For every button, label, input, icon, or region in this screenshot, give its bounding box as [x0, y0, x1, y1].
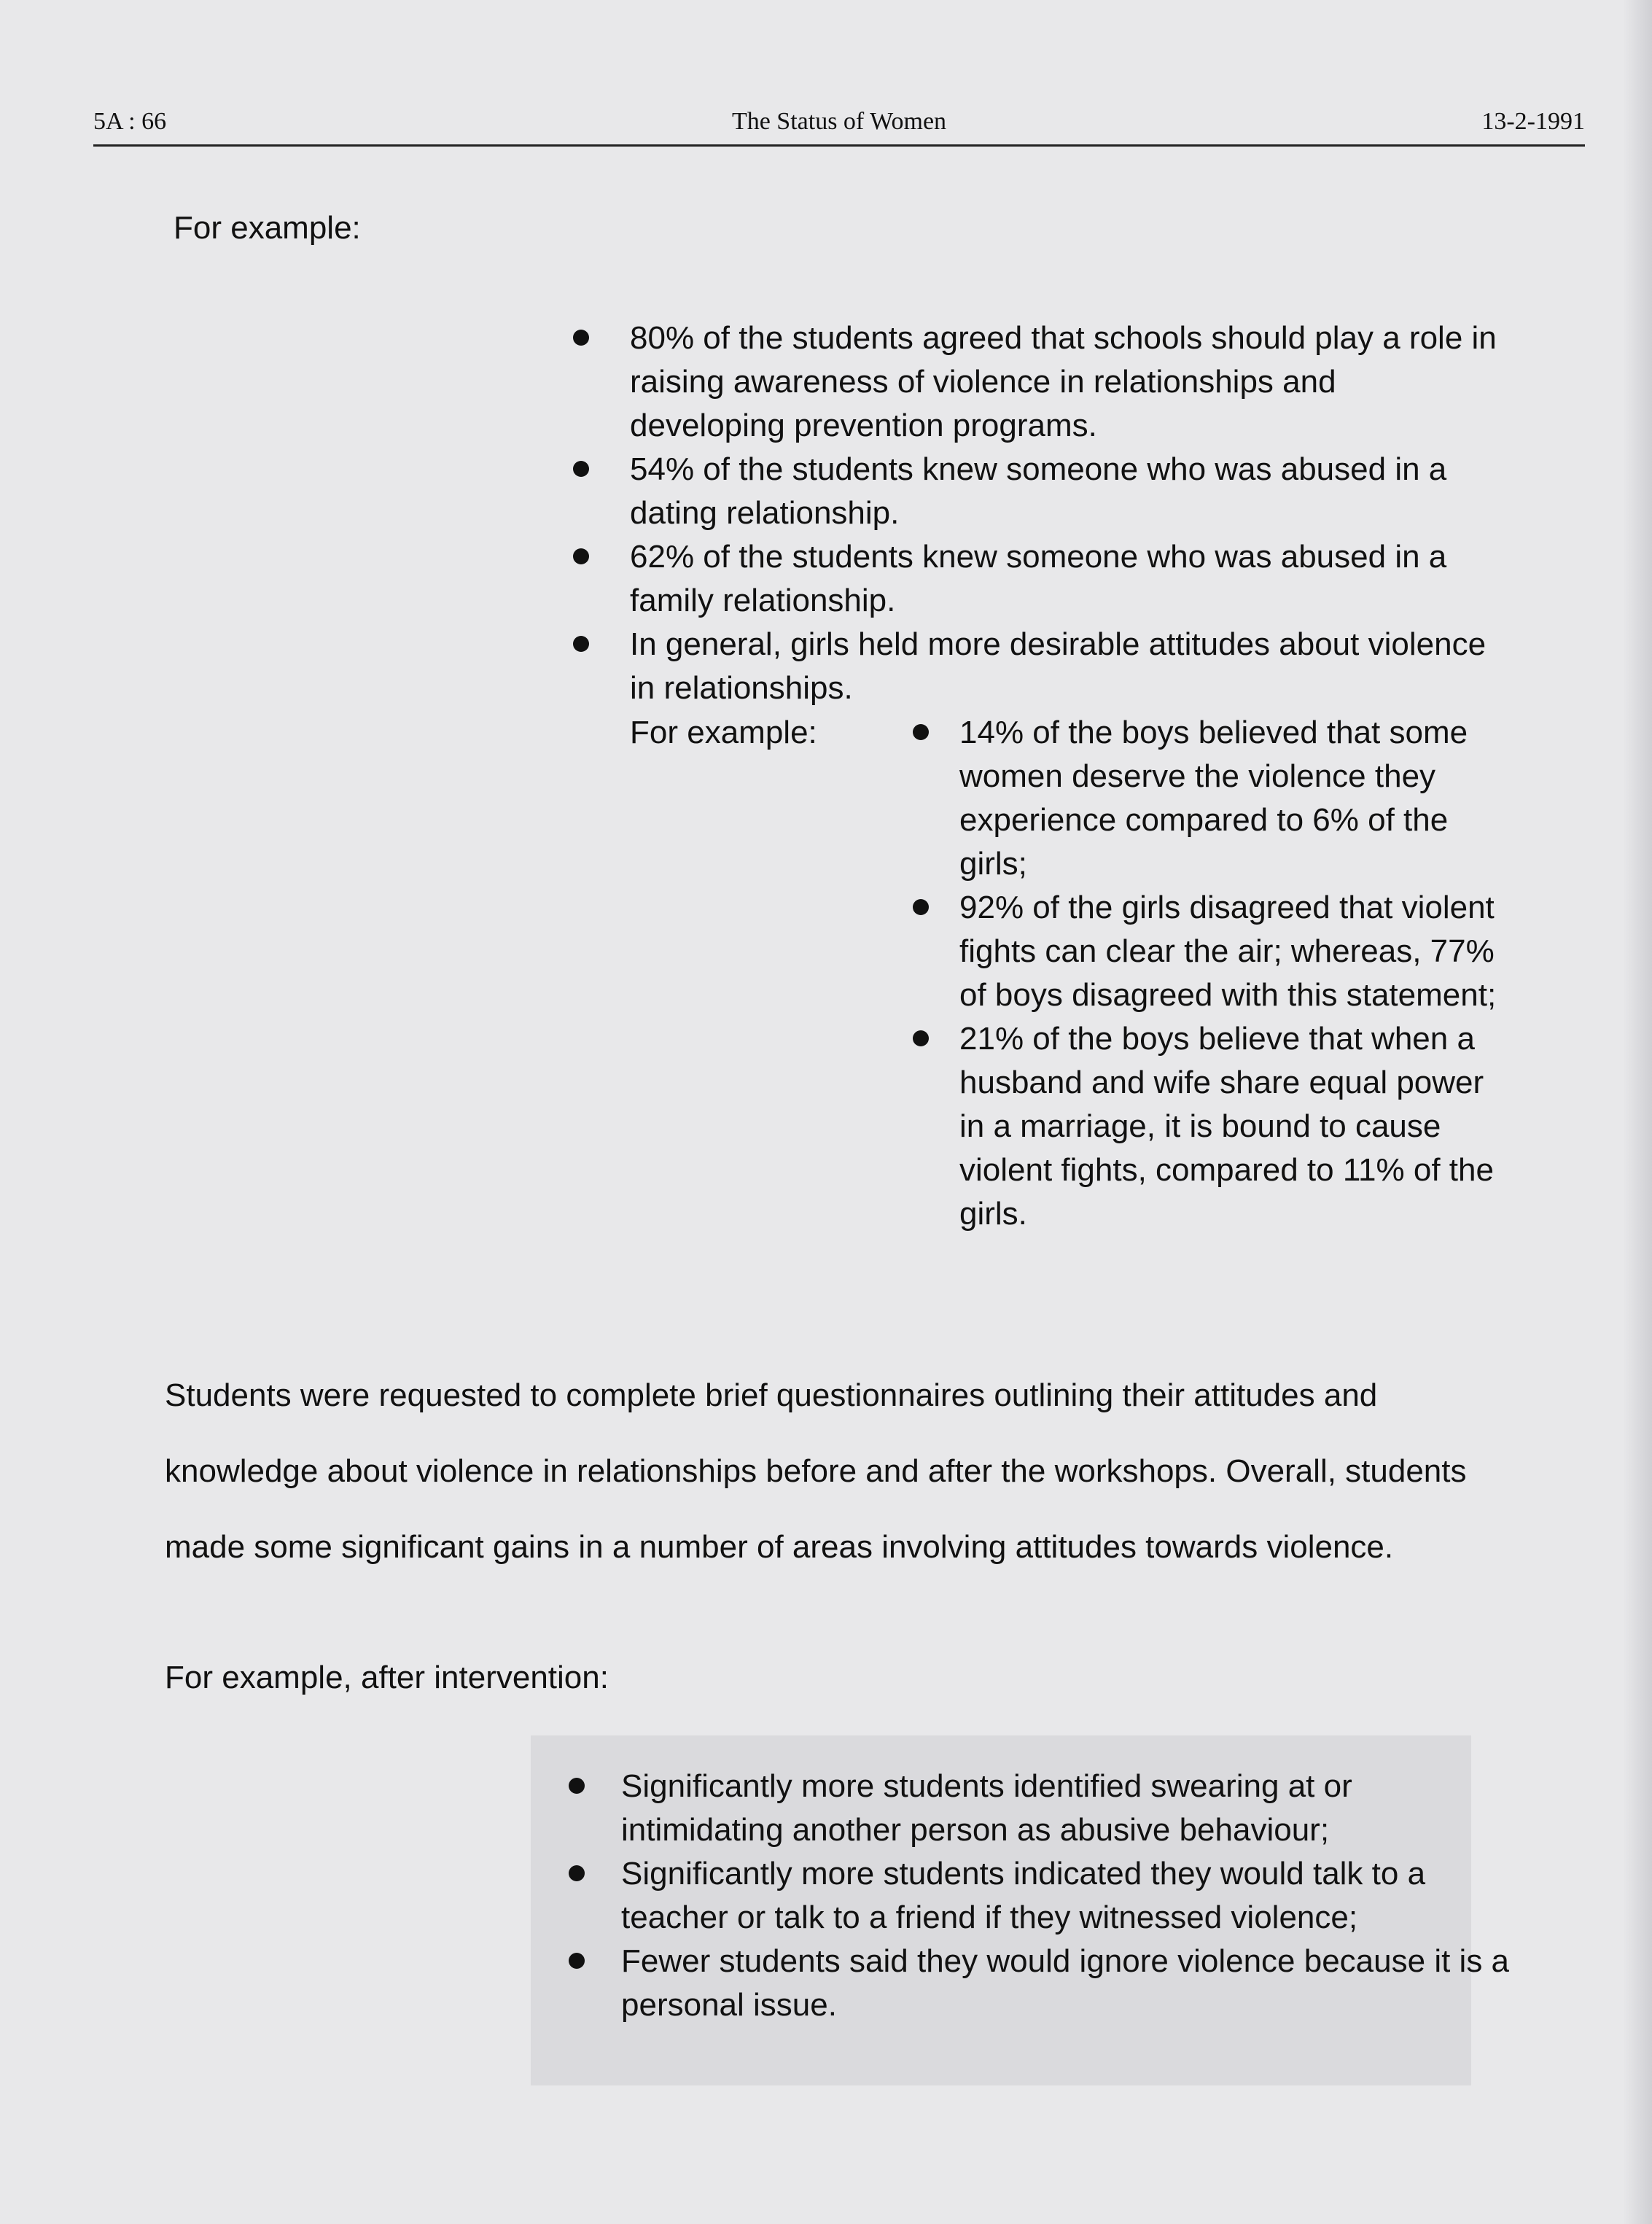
- example-label: For example:: [174, 210, 361, 246]
- list-item: 92% of the girls disagreed that violent fights can clear the air; whereas, 77% of boys disagreed with this statement;: [904, 886, 1502, 1017]
- page-edge-shadow: [1623, 0, 1652, 2224]
- list-item: In general, girls held more desirable attitudes about violence in relationships.: [573, 623, 1499, 710]
- after-intervention-label: For example, after intervention:: [165, 1660, 609, 1695]
- list-item: 62% of the students knew someone who was abused in a family relationship.: [573, 535, 1499, 623]
- list-item: Fewer students said they would ignore violence because it is a personal issue.: [569, 1940, 1516, 2027]
- sub-example-label: For example:: [630, 715, 817, 750]
- list-item: Significantly more students identified swearing at or intimidating another person as abusive behaviour;: [569, 1765, 1516, 1852]
- results-paragraph: Students were requested to complete brief questionnaires outlining their attitudes and knowledge about violence in relationships before and after the workshops. Overall, students made some significant gains in a number of areas involving attitudes towards violence.: [165, 1377, 1467, 1565]
- header-rule: [93, 144, 1585, 147]
- page-number: 5A : 66: [93, 108, 167, 135]
- statistics-list: [573, 316, 1499, 710]
- list-item: 54% of the students knew someone who was abused in a dating relationship.: [573, 448, 1499, 535]
- gender-attitudes-list: [904, 711, 1502, 1236]
- running-title: The Status of Women: [731, 108, 947, 135]
- page-header: [93, 108, 1585, 144]
- list-item: 80% of the students agreed that schools should play a role in raising awareness of violence in relationships and developing prevention programs.: [573, 316, 1499, 448]
- list-item: 21% of the boys believe that when a husband and wife share equal power in a marriage, it is bound to cause violent fights, compared to 11% of the girls.: [904, 1017, 1502, 1236]
- intervention-results-list: [569, 1765, 1516, 2027]
- header-date: 13-2-1991: [1481, 108, 1585, 135]
- list-item: Significantly more students indicated they would talk to a teacher or talk to a friend if they witnessed violence;: [569, 1852, 1516, 1940]
- list-item: 14% of the boys believed that some women deserve the violence they experience compared to 6% of the girls;: [904, 711, 1502, 886]
